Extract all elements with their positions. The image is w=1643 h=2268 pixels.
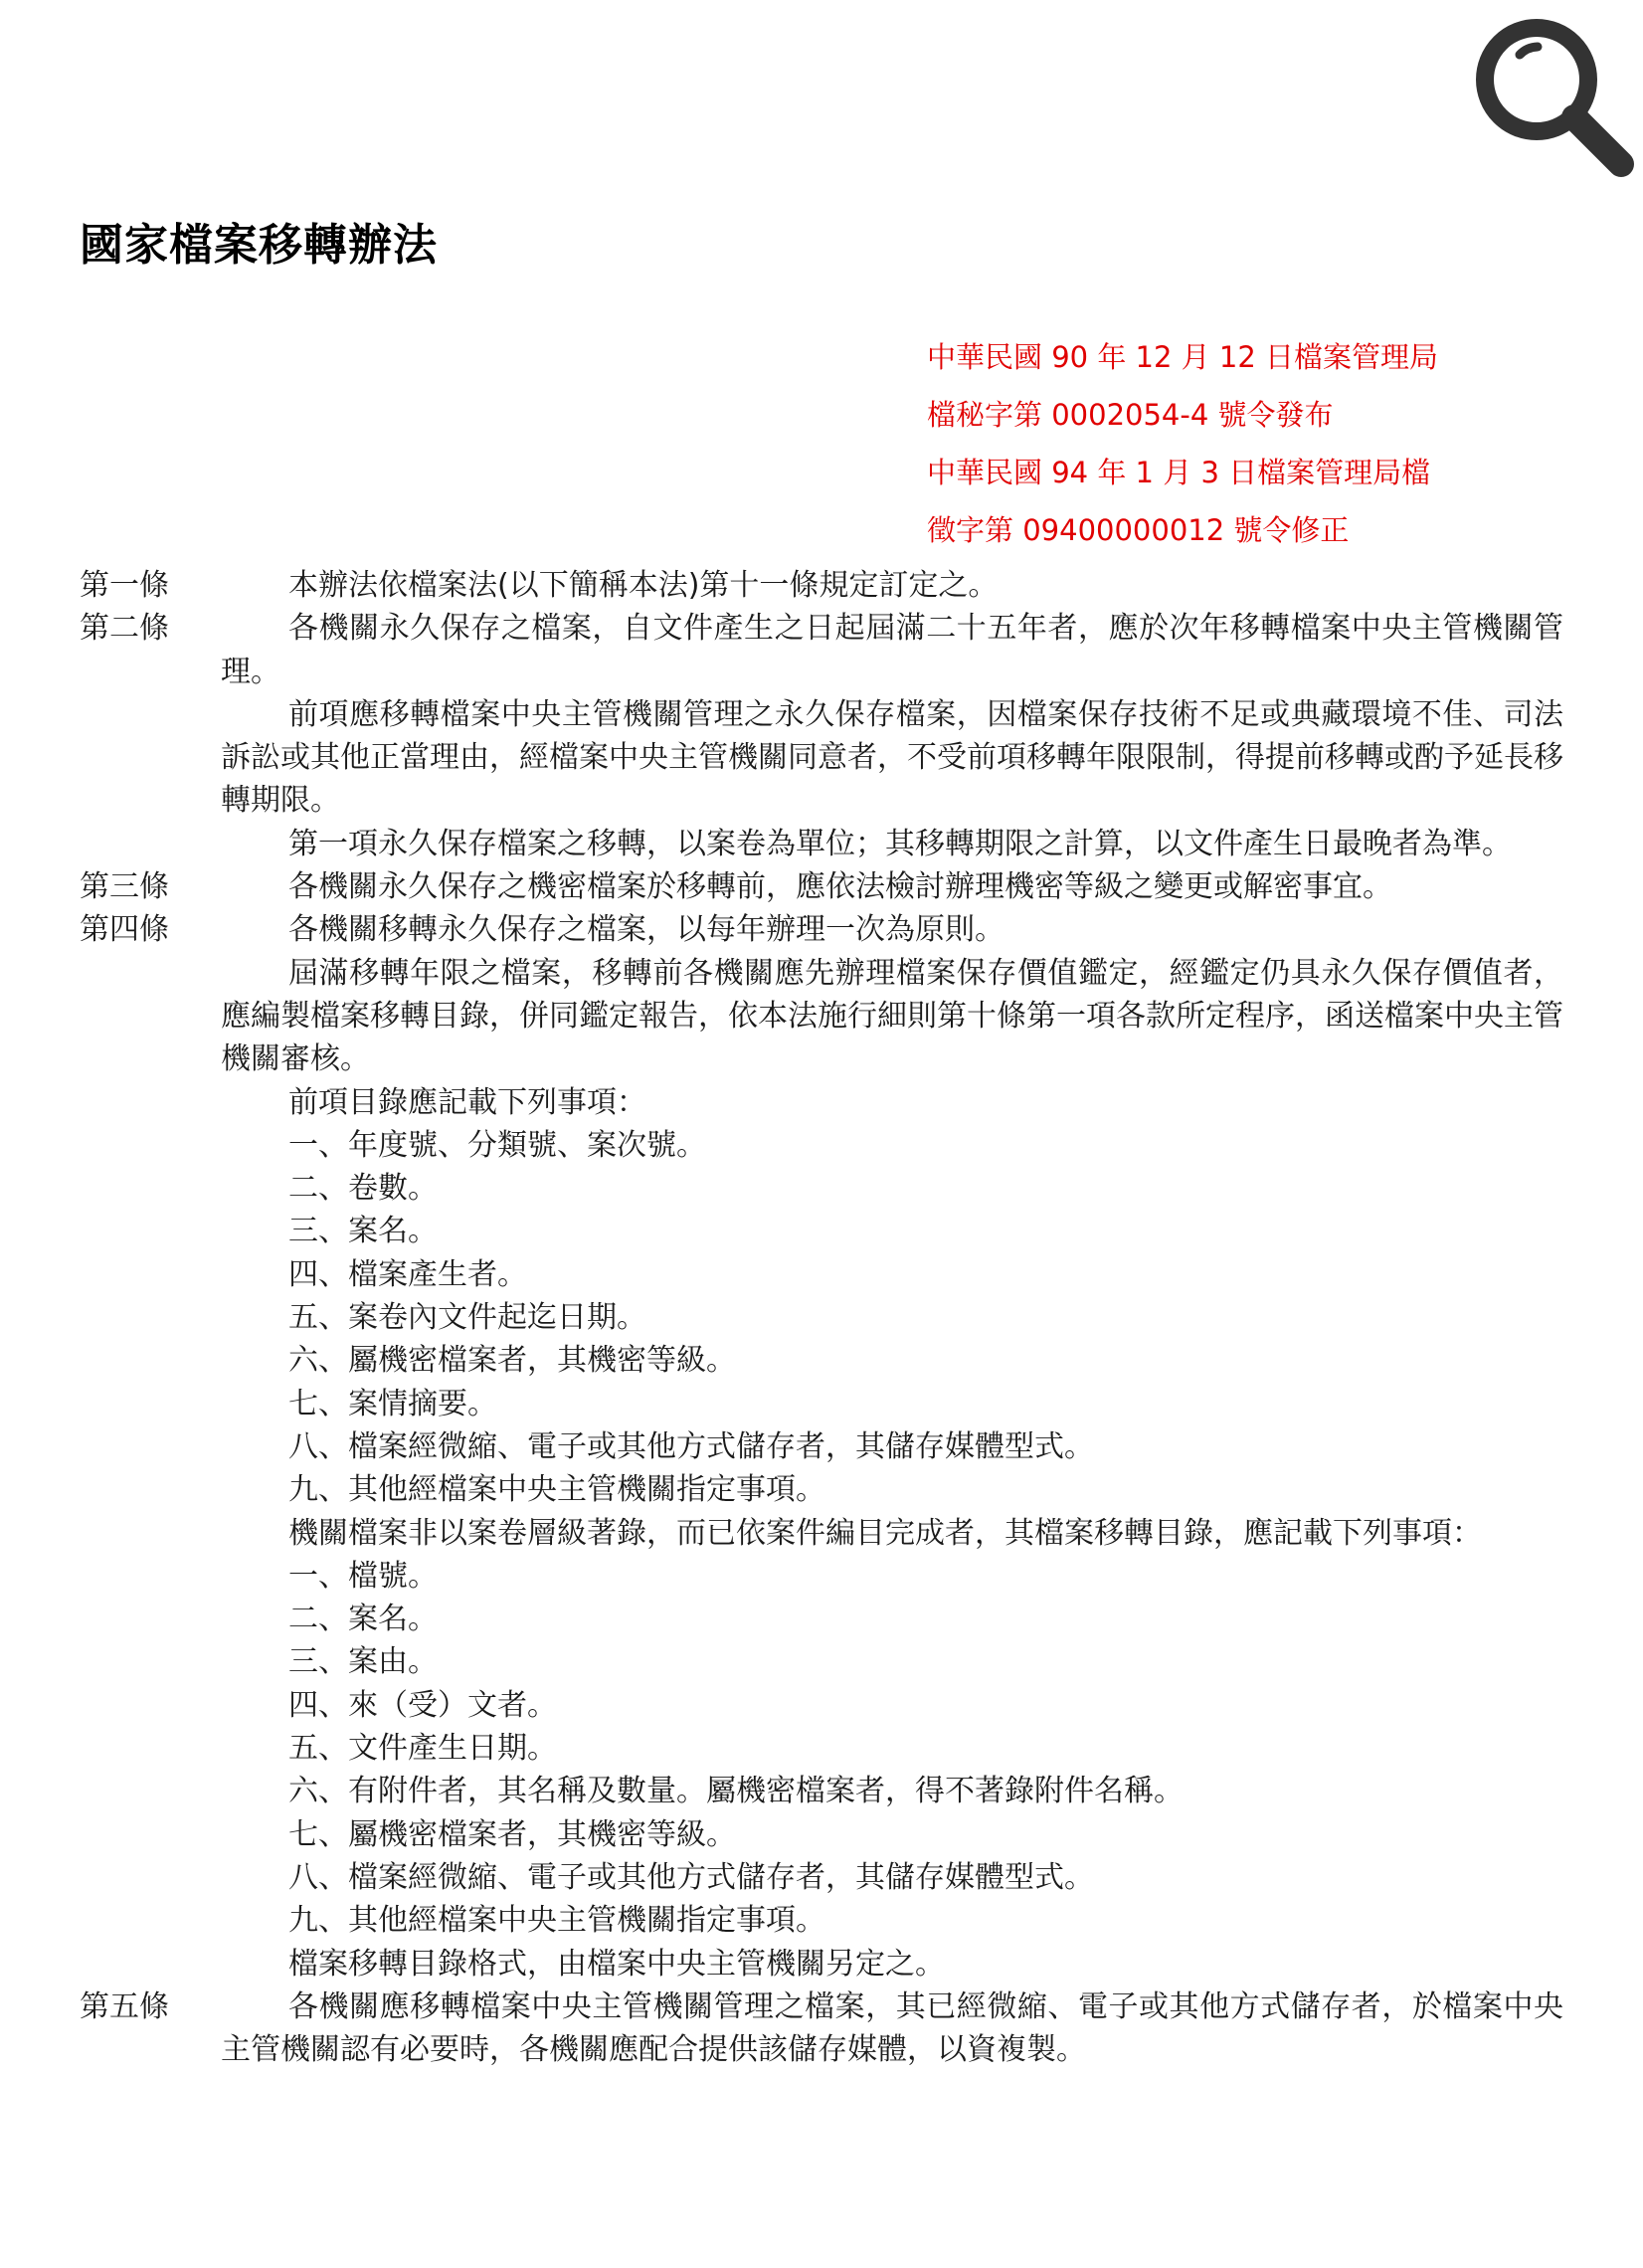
list-item: 二、案名。 <box>288 1602 438 1637</box>
article-body <box>221 564 1563 607</box>
article-number: 第三條 <box>80 869 169 905</box>
history-line: 中華民國 90 年 12 月 12 日檔案管理局 <box>927 340 1439 374</box>
article-body <box>221 908 1563 1984</box>
list-item: 二、卷數。 <box>288 1171 438 1207</box>
article <box>80 564 1492 607</box>
article-number: 第五條 <box>80 1988 169 2024</box>
paragraph: 前項目錄應記載下列事項： <box>288 1084 646 1120</box>
list-item: 八、檔案經微縮、電子或其他方式儲存者，其儲存媒體型式。 <box>288 1859 1094 1895</box>
article-body <box>221 607 1563 865</box>
paragraph: 檔案移轉目錄格式，由檔案中央主管機關另定之。 <box>288 1946 945 1982</box>
article <box>80 908 1563 1984</box>
amendment-history <box>927 328 1623 559</box>
list-item: 七、案情摘要。 <box>288 1386 497 1421</box>
history-line: 中華民國 94 年 1 月 3 日檔案管理局檔 <box>927 456 1431 489</box>
list-item: 四、來（受）文者。 <box>288 1687 557 1723</box>
article <box>80 1985 1563 2072</box>
paragraph: 機關檔案非以案卷層級著錄，而已依案件編目完成者，其檔案移轉目錄，應記載下列事項： <box>288 1515 1482 1551</box>
article-number: 第二條 <box>80 611 169 647</box>
list-item: 九、其他經檔案中央主管機關指定事項。 <box>288 1472 825 1508</box>
paragraph: 前項應移轉檔案中央主管機關管理之永久保存檔案，因檔案保存技術不足或典藏環境不佳、司法訴訟或其他正當理由，經檔案中央主管機關同意者，不受前項移轉年限限制，得提前移轉或酌予延長移轉期限。 <box>221 696 1563 819</box>
list-item: 六、屬機密檔案者，其機密等級。 <box>288 1343 736 1379</box>
paragraph: 屆滿移轉年限之檔案，移轉前各機關應先辦理檔案保存價值鑑定，經鑑定仍具永久保存價值者，應編製檔案移轉目錄，併同鑑定報告，依本法施行細則第十條第一項各款所定程序，函送檔案中央主管機關審核。 <box>221 955 1563 1077</box>
paragraph: 第一項永久保存檔案之移轉，以案卷為單位；其移轉期限之計算，以文件產生日最晚者為準。 <box>288 826 1512 861</box>
list-item: 三、案由。 <box>288 1644 438 1680</box>
list-item: 五、文件產生日期。 <box>288 1731 557 1767</box>
article-number: 第一條 <box>80 568 169 603</box>
list-item: 一、檔號。 <box>288 1558 438 1594</box>
magnifier-search-icon <box>1462 5 1641 184</box>
article <box>80 607 1563 865</box>
paragraph: 各機關永久保存之機密檔案於移轉前，應依法檢討辦理機密等級之變更或解密事宜。 <box>288 869 1392 905</box>
law-body <box>80 564 1563 2071</box>
article-number: 第四條 <box>80 912 169 948</box>
paragraph: 本辦法依檔案法(以下簡稱本法)第十一條規定訂定之。 <box>288 568 999 603</box>
article-body <box>221 1985 1563 2072</box>
search-button[interactable] <box>1462 5 1641 184</box>
list-item: 八、檔案經微縮、電子或其他方式儲存者，其儲存媒體型式。 <box>288 1428 1094 1464</box>
list-item: 七、屬機密檔案者，其機密等級。 <box>288 1816 736 1852</box>
list-item: 三、案名。 <box>288 1214 438 1249</box>
document-title: 國家檔案移轉辦法 <box>80 220 438 271</box>
list-item: 一、年度號、分類號、案次號。 <box>288 1127 706 1163</box>
list-item: 五、案卷內文件起迄日期。 <box>288 1300 646 1336</box>
paragraph: 各機關應移轉檔案中央主管機關管理之檔案，其已經微縮、電子或其他方式儲存者，於檔案中央主管機關認有必要時，各機關應配合提供該儲存媒體，以資複製。 <box>221 1988 1563 2068</box>
paragraph: 各機關永久保存之檔案，自文件產生之日起屆滿二十五年者，應於次年移轉檔案中央主管機關管理。 <box>221 611 1563 689</box>
paragraph: 各機關移轉永久保存之檔案，以每年辦理一次為原則。 <box>288 912 1004 948</box>
history-line: 檔秘字第 0002054-4 號令發布 <box>927 398 1334 432</box>
list-item: 六、有附件者，其名稱及數量。屬機密檔案者，得不著錄附件名稱。 <box>288 1774 1184 1809</box>
article <box>80 865 1492 908</box>
article-body <box>221 865 1563 908</box>
list-item: 四、檔案產生者。 <box>288 1256 527 1292</box>
list-item: 九、其他經檔案中央主管機關指定事項。 <box>288 1903 825 1939</box>
history-line: 徵字第 09400000012 號令修正 <box>927 513 1350 547</box>
